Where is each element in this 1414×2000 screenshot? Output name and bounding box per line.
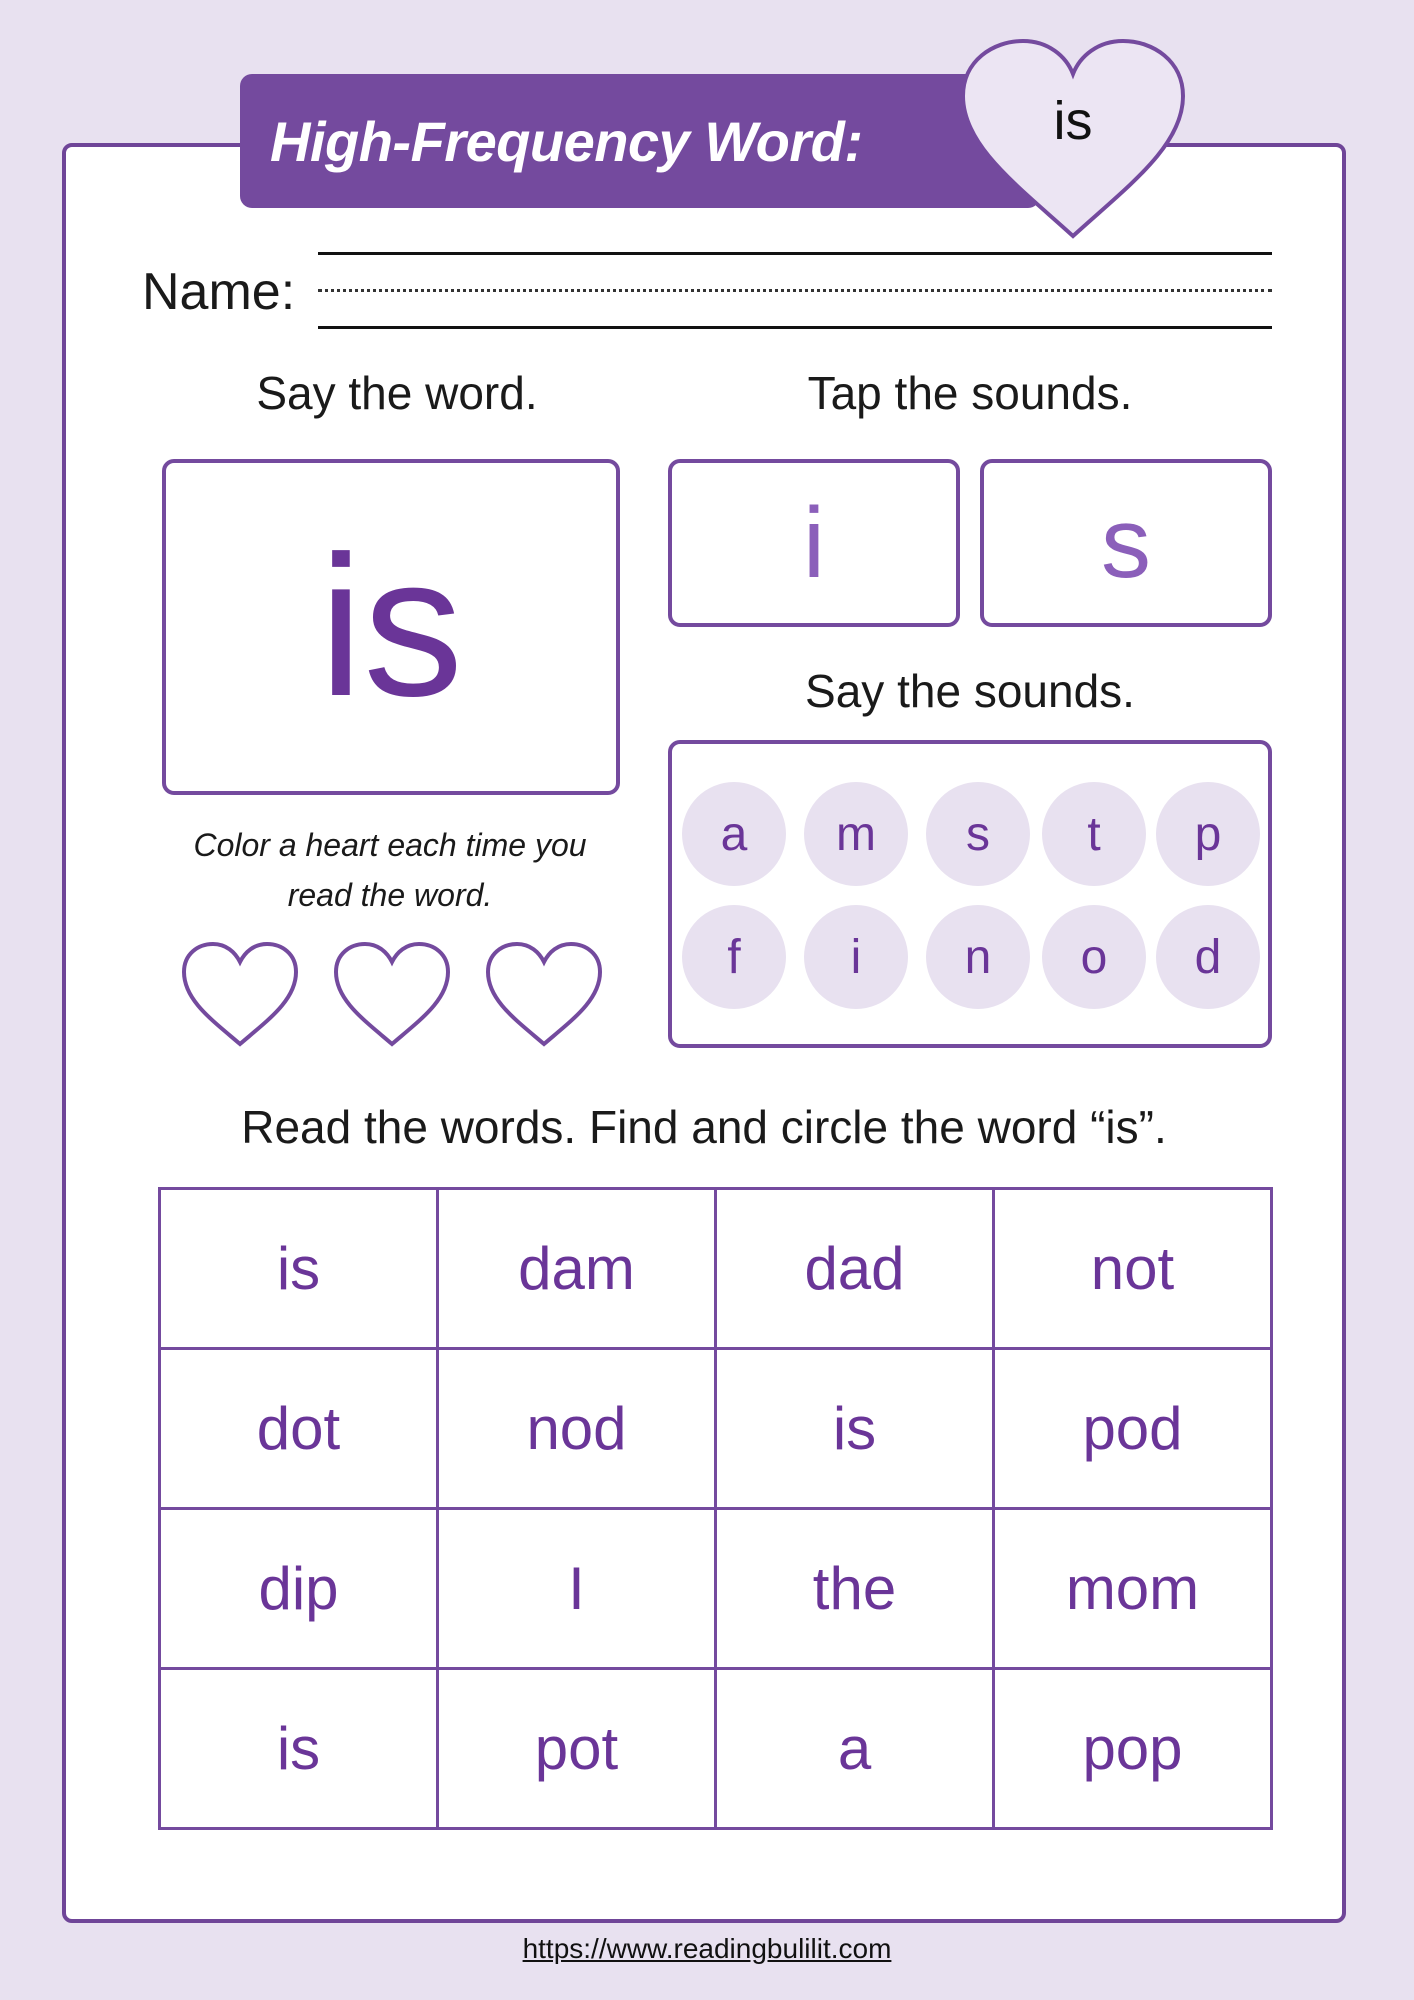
sound-circle[interactable]: t	[1042, 782, 1146, 886]
page-title: High-Frequency Word:	[270, 109, 863, 173]
word-cell[interactable]: dip	[160, 1509, 438, 1669]
heart-outline-icon[interactable]	[484, 940, 604, 1050]
big-word: is	[318, 515, 464, 738]
word-cell[interactable]: is	[716, 1349, 994, 1509]
word-cell[interactable]: not	[994, 1189, 1272, 1349]
word-cell[interactable]: I	[438, 1509, 716, 1669]
name-label: Name:	[142, 263, 296, 321]
word-cell[interactable]: mom	[994, 1509, 1272, 1669]
table-row	[160, 1189, 1272, 1349]
sound-circle[interactable]: i	[804, 905, 908, 1009]
name-writing-line-bottom[interactable]	[318, 326, 1272, 329]
word-cell[interactable]: pop	[994, 1669, 1272, 1829]
word-cell[interactable]: is	[160, 1189, 438, 1349]
color-hearts-instruction	[150, 820, 630, 920]
sound-circle[interactable]: o	[1042, 905, 1146, 1009]
table-row	[160, 1349, 1272, 1509]
sound-box-1[interactable]	[668, 459, 960, 627]
word-cell[interactable]: pod	[994, 1349, 1272, 1509]
sound-letter: i	[802, 487, 826, 599]
footer-link[interactable]: https://www.readingbulilit.com	[522, 1933, 892, 1964]
word-cell[interactable]: nod	[438, 1349, 716, 1509]
name-writing-line-dotted[interactable]	[318, 289, 1272, 292]
header-word: is	[1053, 91, 1093, 151]
sounds-box	[668, 740, 1272, 1048]
words-grid	[158, 1187, 1273, 1830]
word-cell[interactable]: dam	[438, 1189, 716, 1349]
sound-circle[interactable]: f	[682, 905, 786, 1009]
heart-outline-icon[interactable]	[332, 940, 452, 1050]
sound-circle[interactable]: n	[926, 905, 1030, 1009]
word-cell[interactable]: is	[160, 1669, 438, 1829]
table-row	[160, 1669, 1272, 1829]
sound-circle[interactable]: s	[926, 782, 1030, 886]
title-banner	[240, 74, 1040, 208]
say-sounds-heading: Say the sounds.	[805, 665, 1135, 717]
word-cell[interactable]: a	[716, 1669, 994, 1829]
table-row	[160, 1509, 1272, 1669]
word-cell[interactable]: dad	[716, 1189, 994, 1349]
word-box	[162, 459, 620, 795]
tap-sounds-heading: Tap the sounds.	[807, 367, 1133, 419]
instruction-line-1: Color a heart each time you	[193, 827, 587, 863]
instruction-line-2: read the word.	[287, 877, 493, 913]
sound-circle[interactable]: d	[1156, 905, 1260, 1009]
find-words-heading: Read the words. Find and circle the word “is”.	[241, 1101, 1167, 1153]
sound-circle[interactable]: p	[1156, 782, 1260, 886]
name-writing-line-top[interactable]	[318, 252, 1272, 255]
word-cell[interactable]: the	[716, 1509, 994, 1669]
word-cell[interactable]: pot	[438, 1669, 716, 1829]
say-word-heading: Say the word.	[256, 367, 538, 419]
sound-circle[interactable]: a	[682, 782, 786, 886]
sound-circle[interactable]: m	[804, 782, 908, 886]
heart-outline-icon[interactable]	[180, 940, 300, 1050]
sound-box-2[interactable]	[980, 459, 1272, 627]
sound-letter: s	[1101, 487, 1151, 599]
word-cell[interactable]: dot	[160, 1349, 438, 1509]
